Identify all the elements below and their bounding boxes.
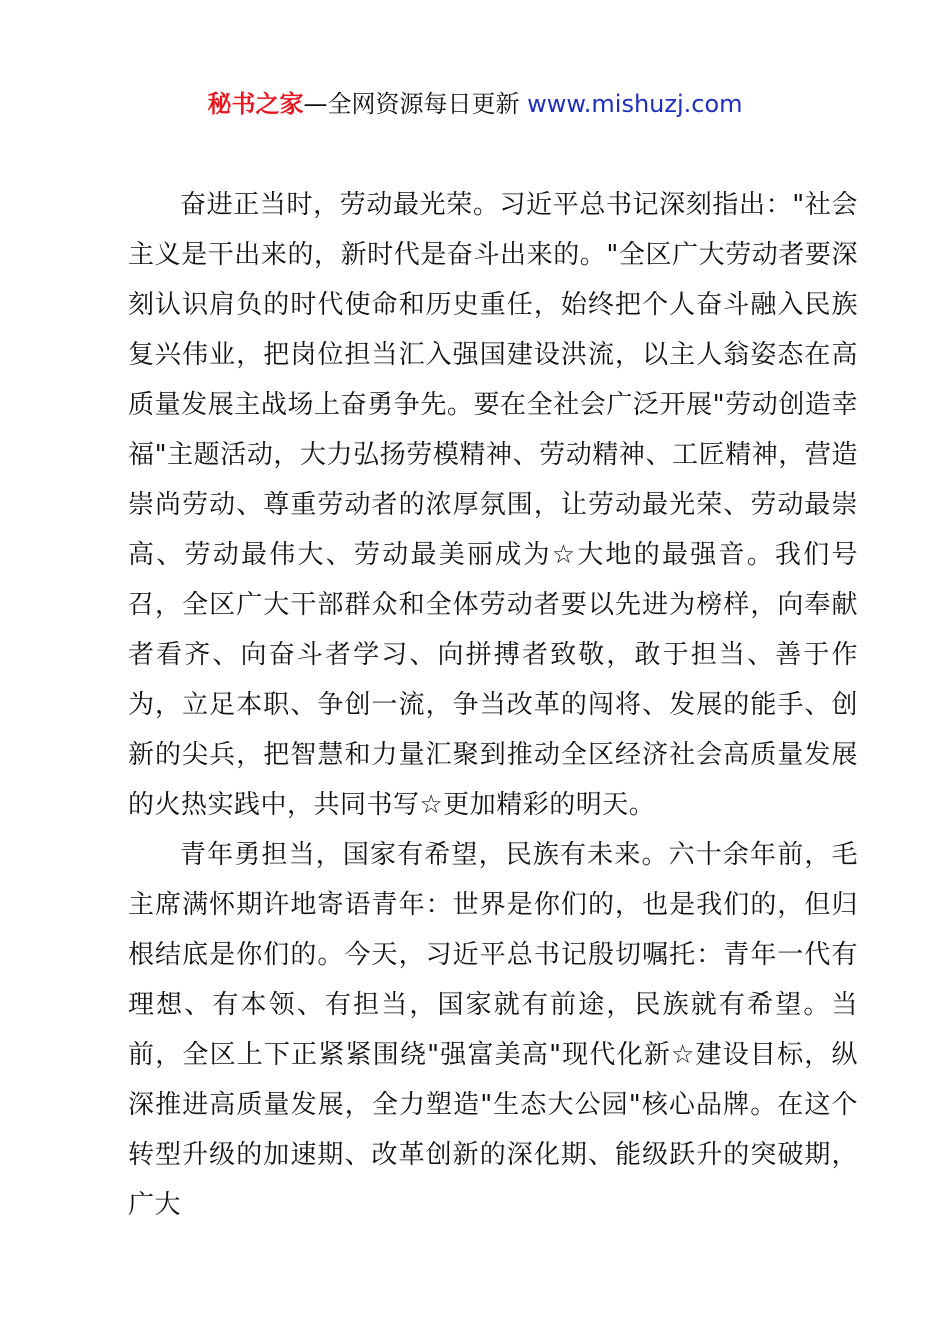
paragraph-labor: 奋进正当时，劳动最光荣。习近平总书记深刻指出："社会主义是干出来的，新时代是奋斗出来的。"全区广大劳动者要深刻认识肩负的时代使命和历史重任，始终把个人奋斗融入民族复兴伟业，把岗位担当汇入强国建设洪流，以主人翁姿态在高质量发展主战场上奋勇争先。要在全社会广泛开展"劳动创造幸福"主题活动，大力弘扬劳模精神、劳动精神、工匠精神，营造崇尚劳动、尊重劳动者的浓厚氛围，让劳动最光荣、劳动最崇高、劳动最伟大、劳动最美丽成为☆大地的最强音。我们号召，全区广大干部群众和全体劳动者要以先进为榜样，向奉献者看齐、向奋斗者学习、向拼搏者致敬，敢于担当、善于作为，立足本职、争创一流，争当改革的闯将、发展的能手、创新的尖兵，把智慧和力量汇聚到推动全区经济社会高质量发展的火热实践中，共同书写☆更加精彩的明天。 — [128, 190, 858, 820]
page-header — [0, 88, 950, 120]
website-link[interactable]: www.mishuzj.com — [527, 90, 743, 118]
brand-name: 秘书之家 — [207, 90, 304, 118]
header-tagline: —全网资源每日更新 — [303, 90, 528, 118]
paragraph-youth: 青年勇担当，国家有希望，民族有未来。六十余年前，毛主席满怀期许地寄语青年：世界是你们的，也是我们的，但归根结底是你们的。今天，习近平总书记殷切嘱托：青年一代有理想、有本领、有担当，国家就有前途，民族就有希望。当前，全区上下正紧紧围绕"强富美高"现代化新☆建设目标，纵深推进高质量发展，全力塑造"生态大公园"核心品牌。在这个转型升级的加速期、改革创新的深化期、能级跃升的突破期，广大 — [128, 840, 858, 1220]
article-body — [128, 180, 858, 1230]
